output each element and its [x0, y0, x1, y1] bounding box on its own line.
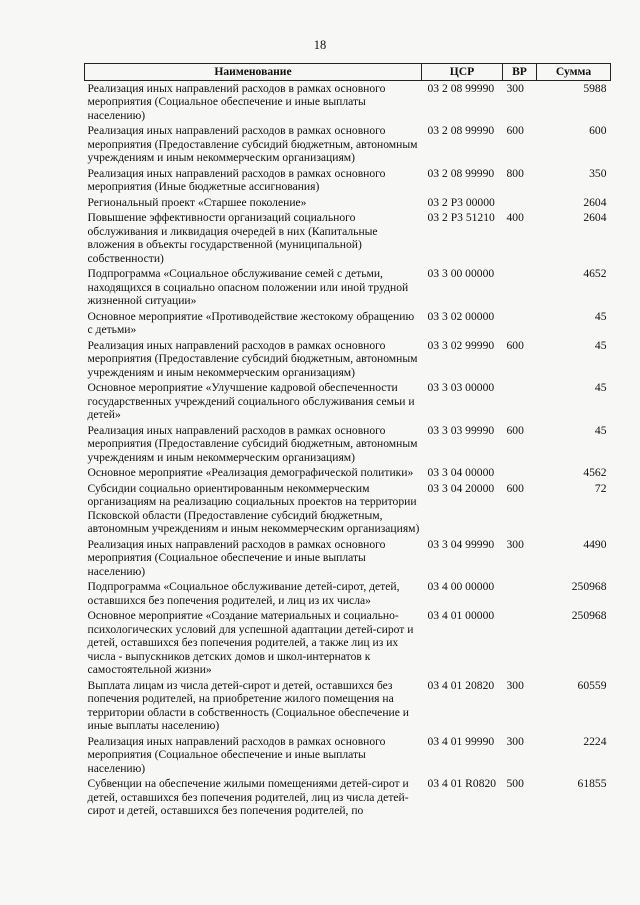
row-vr-cell: 600: [506, 423, 524, 437]
row-sum-cell: 250968: [571, 609, 607, 622]
row-name-cell: Реализация иных направлений расходов в рамках основного мероприятия (Социальное обеспечение и иные выплаты населению): [87, 734, 386, 775]
table-row: [85, 678, 611, 734]
row-sum-cell: 600: [589, 124, 607, 137]
row-vr-cell: [503, 309, 537, 338]
column-header-name: Наименование: [85, 64, 422, 81]
table-row: [85, 210, 611, 266]
row-name-cell: Основное мероприятие «Создание материальных и социально-психологических условий для успешной адаптации детей-сирот и детей, оставшихся без попечения родителей, а также лиц из их числа - выпускников детских домов и школ-интернатов к самостоятельной жизни»: [87, 609, 414, 676]
row-sum-cell: 60559: [577, 678, 607, 692]
table-row: [85, 608, 611, 678]
row-csr-cell: 03 2 P3 51210: [427, 211, 495, 224]
table-row: [85, 123, 611, 166]
row-vr-cell: 300: [506, 678, 524, 692]
row-sum-cell: 61855: [577, 777, 607, 790]
row-name-cell: Основное мероприятие «Реализация демографической политики»: [87, 466, 414, 479]
table-body: [85, 80, 611, 819]
row-sum-cell: 4490: [583, 537, 607, 551]
row-vr-cell: 800: [506, 166, 524, 180]
table-row: [85, 338, 611, 381]
row-vr-cell: 300: [506, 734, 524, 748]
table-row: [85, 579, 611, 608]
row-name-cell: Реализация иных направлений расходов в рамках основного мероприятия (Предоставление субсидий бюджетным, автономным учреждениям и иным некоммерческим организациям): [87, 423, 418, 464]
table-row: [85, 266, 611, 309]
table-row: [85, 776, 611, 819]
table-row: [85, 734, 611, 777]
table-row: [85, 166, 611, 195]
row-name-cell: Реализация иных направлений расходов в рамках основного мероприятия (Социальное обеспечение и иные выплаты населению): [87, 537, 386, 578]
row-vr-cell: [503, 266, 537, 309]
column-header-vr: ВР: [503, 64, 537, 81]
row-sum-cell: 2604: [583, 211, 607, 224]
row-name-cell: Повышение эффективности организаций социального обслуживания и ликвидация очередей в них (Капитальные вложения в объекты государственной (муниципальной) собственности): [87, 211, 378, 265]
row-name-cell: Основное мероприятие «Улучшение кадровой обеспеченности государственных учреждений социального обслуживания семьи и детей»: [87, 381, 415, 421]
row-name-cell: Подпрограмма «Социальное обслуживание семей с детьми, находящихся в социально опасном положении или иной трудной жизненной ситуации»: [87, 267, 409, 307]
row-name-cell: Реализация иных направлений расходов в рамках основного мероприятия (Иные бюджетные ассигнования): [87, 166, 386, 193]
row-name-cell: Реализация иных направлений расходов в рамках основного мероприятия (Социальное обеспечение и иные выплаты населению): [87, 81, 386, 122]
row-csr-cell: 03 3 04 99990: [427, 537, 495, 551]
row-vr-cell: 600: [506, 124, 524, 137]
row-csr-cell: 03 3 02 00000: [427, 309, 495, 323]
row-sum-cell: 4652: [583, 267, 607, 280]
row-name-cell: Субсидии социально ориентированным некоммерческим организациям на реализацию социальных проектов на территории Псковской области (Предоставление субсидий бюджетным, автономным учреждениям и иным некоммерческим организациям): [87, 481, 420, 535]
row-csr-cell: 03 4 01 99990: [427, 734, 495, 748]
row-csr-cell: 03 3 04 20000: [427, 481, 495, 495]
row-csr-cell: 03 2 08 99990: [427, 124, 495, 137]
row-vr-cell: 500: [506, 777, 524, 790]
row-vr-cell: 400: [506, 211, 524, 224]
row-vr-cell: 300: [506, 537, 524, 551]
row-sum-cell: 350: [589, 166, 607, 180]
row-sum-cell: 45: [594, 423, 607, 437]
row-sum-cell: 45: [594, 338, 607, 352]
row-sum-cell: 2224: [583, 734, 607, 748]
table-row: [85, 195, 611, 211]
row-vr-cell: [503, 608, 537, 678]
row-sum-cell: 45: [594, 309, 607, 323]
row-csr-cell: 03 4 01 R0820: [427, 777, 497, 790]
row-sum-cell: 2604: [583, 195, 607, 209]
row-vr-cell: 600: [506, 338, 524, 352]
row-vr-cell: [503, 195, 537, 211]
row-csr-cell: 03 3 03 00000: [427, 381, 495, 394]
table-row: [85, 380, 611, 423]
row-sum-cell: 5988: [583, 81, 607, 95]
row-csr-cell: 03 3 00 00000: [427, 267, 495, 280]
row-sum-cell: 250968: [571, 580, 607, 593]
row-name-cell: Субвенции на обеспечение жилыми помещениями детей-сирот и детей, оставшихся без попечения родителей, лиц из числа детей-сирот и детей, оставшихся без попечения родителей, по: [87, 777, 409, 817]
budget-table: [84, 63, 611, 819]
table-row: [85, 537, 611, 580]
row-csr-cell: 03 2 08 99990: [427, 81, 495, 95]
table-row: [85, 423, 611, 466]
table-row: [85, 309, 611, 338]
row-sum-cell: 72: [594, 481, 607, 495]
table-header-row: [85, 64, 611, 81]
row-csr-cell: 03 4 01 00000: [427, 609, 495, 622]
row-csr-cell: 03 3 03 99990: [427, 423, 495, 437]
row-vr-cell: 600: [506, 481, 524, 495]
row-vr-cell: 300: [506, 81, 524, 95]
row-name-cell: Региональный проект «Старшее поколение»: [87, 195, 307, 209]
row-vr-cell: [503, 579, 537, 608]
row-name-cell: Основное мероприятие «Противодействие жестокому обращению с детьми»: [87, 309, 415, 336]
column-header-csr: ЦСР: [422, 64, 503, 81]
row-sum-cell: 45: [594, 381, 607, 394]
table-row: [85, 80, 611, 123]
row-vr-cell: [503, 380, 537, 423]
page-number: 18: [313, 38, 327, 52]
row-name-cell: Подпрограмма «Социальное обслуживание детей-сирот, детей, оставшихся без попечения родителей, и лиц из их числа»: [87, 580, 400, 607]
row-csr-cell: 03 2 P3 00000: [427, 195, 495, 209]
row-name-cell: Выплата лицам из числа детей-сирот и детей, оставшихся без попечения родителей, на приобретение жилого помещения на территории области в собственность (Социальное обеспечение и иные выплаты населению): [87, 678, 409, 732]
row-name-cell: Реализация иных направлений расходов в рамках основного мероприятия (Предоставление субсидий бюджетным, автономным учреждениям и иным некоммерческим организациям): [87, 338, 418, 379]
row-csr-cell: 03 4 00 00000: [427, 580, 495, 593]
row-csr-cell: 03 3 02 99990: [427, 338, 495, 352]
row-sum-cell: 4562: [583, 466, 607, 479]
row-csr-cell: 03 4 01 20820: [427, 678, 495, 692]
row-csr-cell: 03 2 08 99990: [427, 166, 495, 180]
row-vr-cell: [503, 465, 537, 481]
table-row: [85, 465, 611, 481]
table-row: [85, 481, 611, 537]
row-name-cell: Реализация иных направлений расходов в рамках основного мероприятия (Предоставление субсидий бюджетным, автономным учреждениям и иным некоммерческим организациям): [87, 124, 418, 164]
column-header-sum: Сумма: [537, 64, 611, 81]
row-csr-cell: 03 3 04 00000: [427, 466, 495, 479]
